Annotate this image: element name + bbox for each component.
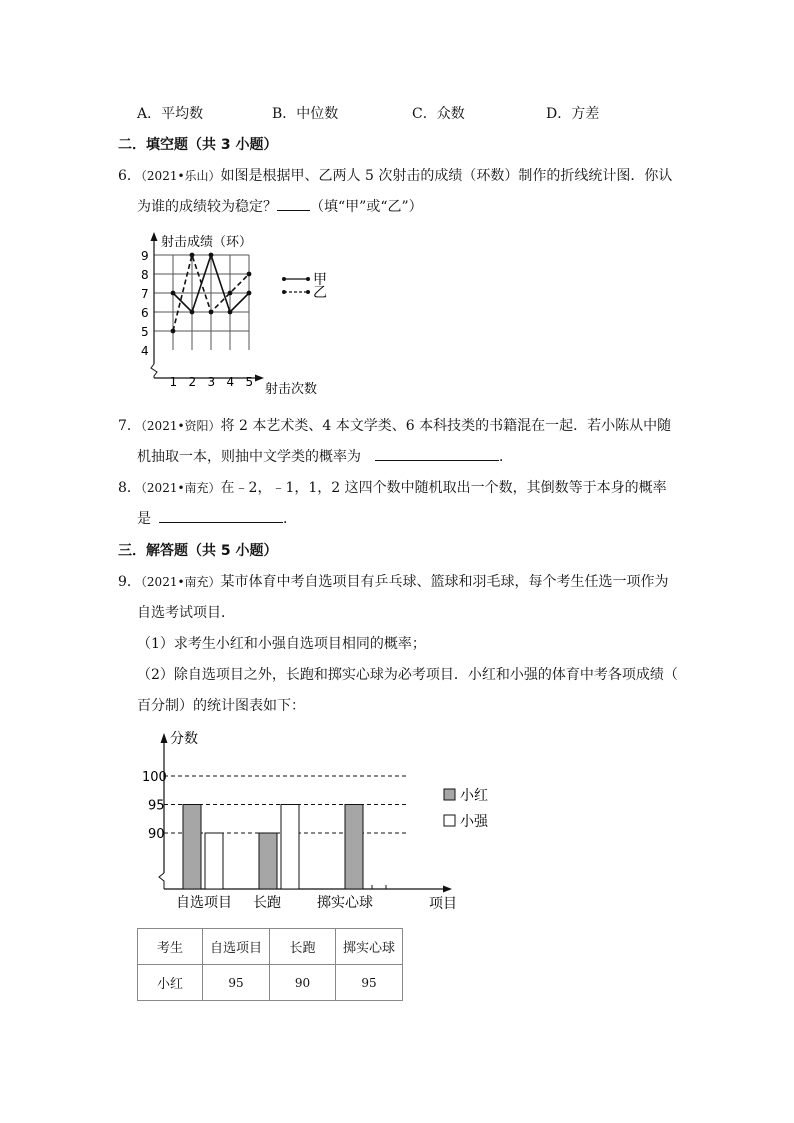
answer-blank[interactable] <box>159 508 283 523</box>
legend-label: 乙 <box>313 285 327 301</box>
question-number: 7． <box>118 418 141 434</box>
legend-marker <box>282 290 286 294</box>
legend-swatch <box>444 789 455 800</box>
section-title-fill-blank: 二．填空题（共 3 小题） <box>118 137 278 153</box>
question-number: 8． <box>118 480 141 496</box>
legend-marker <box>306 277 310 281</box>
y-tick-label: 90 <box>148 827 165 842</box>
question-9-line1 <box>118 571 669 591</box>
legend-label: 小红 <box>460 788 488 804</box>
x-tick-label: 1 <box>169 375 178 389</box>
legend-marker <box>306 290 310 294</box>
data-point <box>247 272 252 277</box>
y-axis-label: 分数 <box>170 731 198 747</box>
question-source: （2021•乐山） <box>140 169 221 183</box>
option-d: D．方差 <box>546 106 600 122</box>
table-cell: 95 <box>203 965 270 1001</box>
question-6-line1 <box>118 165 672 185</box>
x-tick-label: 自选项目 <box>176 895 232 911</box>
option-b: B．中位数 <box>272 106 339 122</box>
answer-blank[interactable] <box>375 446 499 461</box>
axis-break <box>159 873 164 889</box>
table-row <box>138 965 403 1001</box>
score-table <box>137 928 403 1001</box>
x-axis-label: 项目 <box>429 896 457 912</box>
question-9-part1: （1）求考生小红和小强自选项目相同的概率； <box>137 636 426 652</box>
question-7-line1 <box>118 415 671 435</box>
y-tick-label: 4 <box>141 344 149 358</box>
option-a: A．平均数 <box>137 106 204 122</box>
x-tick-label: 长跑 <box>253 895 281 911</box>
legend-swatch <box>444 815 455 826</box>
y-tick-label: 95 <box>148 798 165 814</box>
chart-axes <box>151 232 265 382</box>
chart-legend <box>282 272 327 301</box>
option-c: C．众数 <box>412 106 465 122</box>
legend-label: 小强 <box>460 814 488 830</box>
table-cell: 95 <box>336 965 403 1001</box>
chart-bars <box>183 805 363 890</box>
x-tick-label: 4 <box>226 375 235 389</box>
chart-grid <box>154 255 249 350</box>
y-axis-label: 射击成绩（环） <box>161 235 253 250</box>
question-text: ． <box>283 511 297 527</box>
table-cell: 90 <box>270 965 336 1001</box>
question-source: （2021•资阳） <box>140 419 221 433</box>
question-text: 机抽取一本，则抽中文学类的概率为 <box>137 449 361 465</box>
x-tick-label: 5 <box>245 375 254 389</box>
data-point <box>171 291 176 296</box>
question-text: 在﹣2，﹣1，1，2 这四个数中随机取出一个数，其倒数等于本身的概率 <box>220 480 667 496</box>
question-text: 如图是根据甲、乙两人 5 次射击的成绩（环数）制作的折线统计图．你认 <box>220 168 673 184</box>
table-header-cell: 掷实心球 <box>336 929 403 965</box>
bar <box>259 833 277 889</box>
y-tick-label: 9 <box>141 249 149 263</box>
question-text: 是 <box>137 511 151 527</box>
question-9-part2-line2: 百分制）的统计图表如下： <box>137 698 305 714</box>
x-tick-label: 掷实心球 <box>317 895 373 911</box>
data-point <box>209 310 214 315</box>
question-6-line2 <box>137 196 423 216</box>
x-tick-label: 3 <box>207 375 216 389</box>
data-point <box>247 291 252 296</box>
y-tick-label: 5 <box>141 325 149 339</box>
x-axis-arrow <box>255 375 264 382</box>
question-9-part2-line1: （2）除自选项目之外，长跑和掷实心球为必考项目．小红和小强的体育中考各项成绩（ <box>137 667 678 683</box>
chart-tick-labels <box>141 249 253 389</box>
legend-label: 甲 <box>313 272 327 288</box>
question-8-line2 <box>137 508 297 528</box>
x-axis-label: 射击次数 <box>265 382 318 397</box>
table-header-cell: 长跑 <box>270 929 336 965</box>
question-source: （2021•南充） <box>140 481 221 495</box>
chart-legend <box>444 788 489 830</box>
bar-chart-scores <box>140 727 488 917</box>
question-source: （2021•南充） <box>140 575 221 589</box>
question-text: ． <box>499 449 513 465</box>
data-point <box>209 253 214 258</box>
question-9-line2: 自选考试项目． <box>137 605 235 621</box>
legend-marker <box>282 277 286 281</box>
bar <box>345 805 363 890</box>
chart-axes <box>159 733 452 893</box>
question-number: 6． <box>118 168 141 184</box>
y-tick-label: 7 <box>141 287 149 301</box>
y-tick-label: 100 <box>142 770 167 785</box>
chart-tick-labels <box>142 770 373 911</box>
question-text: （填“甲”或“乙”） <box>310 199 423 215</box>
y-axis-arrow <box>161 733 168 743</box>
y-tick-label: 8 <box>141 268 149 282</box>
table-header-cell: 考生 <box>138 929 203 965</box>
answer-blank[interactable] <box>277 196 310 211</box>
section-title-answer: 三．解答题（共 5 小题） <box>118 543 278 559</box>
y-tick-label: 6 <box>141 306 149 320</box>
data-point <box>190 310 195 315</box>
table-header-cell: 自选项目 <box>203 929 270 965</box>
x-tick-label: 2 <box>188 375 197 389</box>
axis-break <box>151 364 157 378</box>
question-text: 为谁的成绩较为稳定？ <box>137 199 277 215</box>
y-axis-arrow <box>151 232 158 241</box>
question-number: 9． <box>118 574 141 590</box>
question-text: 将 2 本艺术类、4 本文学类、6 本科技类的书籍混在一起．若小陈从中随 <box>220 418 672 434</box>
data-point <box>190 253 195 258</box>
x-axis-arrow <box>443 886 452 893</box>
line-chart-shooting <box>135 226 350 401</box>
question-8-line1 <box>118 477 667 497</box>
data-point <box>228 291 233 296</box>
bar <box>281 805 299 890</box>
table-cell: 小红 <box>138 965 203 1001</box>
question-7-line2 <box>137 446 513 466</box>
bar <box>183 805 201 890</box>
data-point <box>171 329 176 334</box>
question-text: 某市体育中考自选项目有乒乓球、篮球和羽毛球，每个考生任选一项作为 <box>220 574 669 590</box>
table-header-row <box>138 929 403 965</box>
bar <box>205 833 223 889</box>
data-point <box>228 310 233 315</box>
